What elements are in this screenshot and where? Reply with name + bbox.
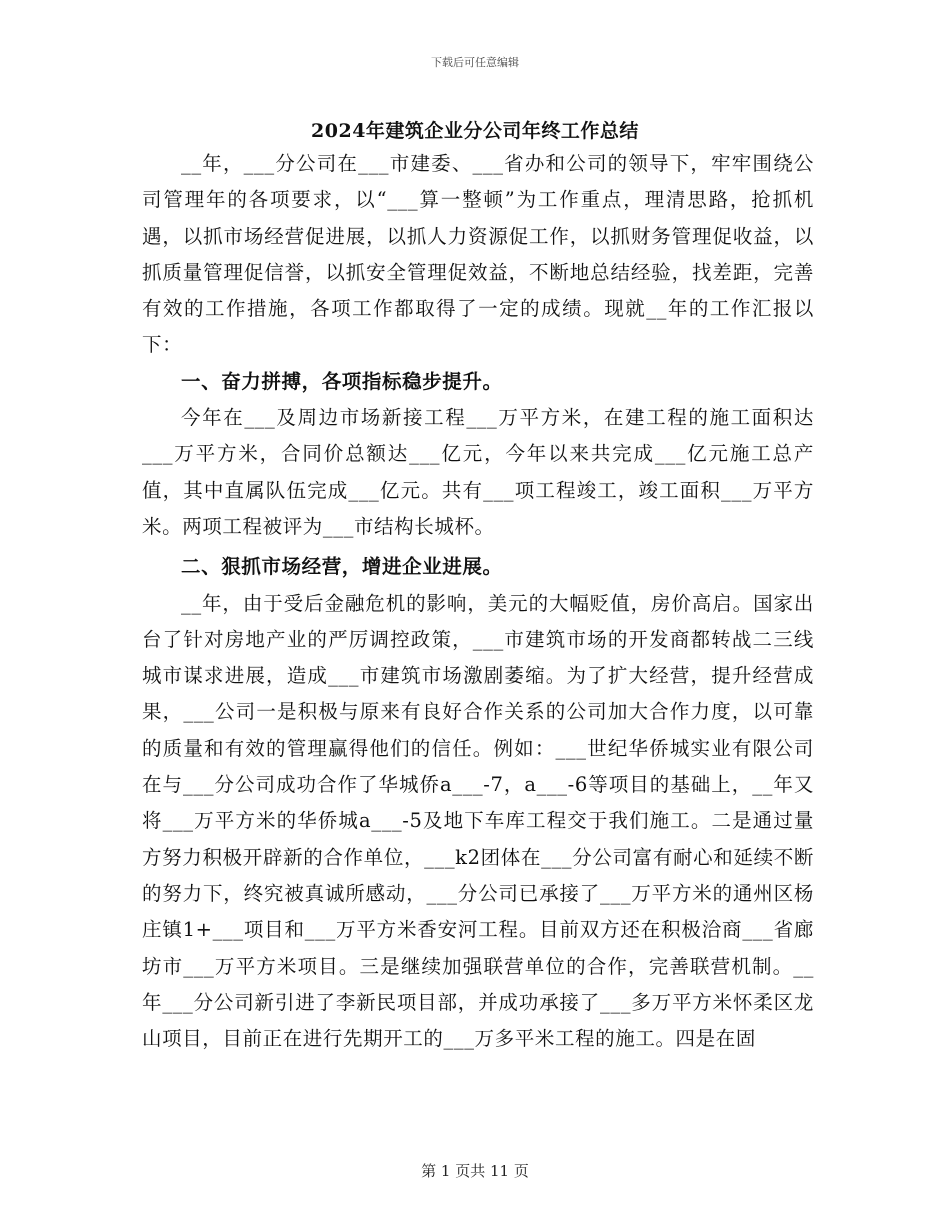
- intro-paragraph: __年，___分公司在___市建委、___省办和公司的领导下，牢牢围绕公司管理年的各项要求，以“___算一整顿”为工作重点，理清思路，抢抓机遇，以抓市场经营促进展，以抓人力资源促工作，以抓财务管理促收益，以抓质量管理促信誉，以抓安全管理促效益，不断地总结经验，找差距，完善有效的工作措施，各项工作都取得了一定的成绩。现就__年的工作汇报以下：: [142, 152, 814, 357]
- page-number-footer: 第 1 页共 11 页: [421, 1162, 529, 1180]
- section-2-heading: 二、狠抓市场经营，增进企业进展。: [181, 555, 503, 579]
- page-header-note: 下载后可任意编辑: [431, 56, 519, 69]
- section-1-heading: 一、奋力拼搏，各项指标稳步提升。: [181, 369, 503, 393]
- section-1-paragraph: 今年在___及周边市场新接工程___万平方米，在建工程的施工面积达___万平方米，合同价总额达___亿元，今年以来共完成___亿元施工总产值，其中直属队伍完成___亿元。共有___项工程竣工，竣工面积___万平方米。两项工程被评为___市结构长城杯。: [142, 406, 814, 538]
- document-title: 2024年建筑企业分公司年终工作总结: [311, 120, 639, 142]
- document-body: [142, 146, 814, 1057]
- section-2-paragraph: __年，由于受后金融危机的影响，美元的大幅贬值，房价高启。国家出台了针对房地产业的严厉调控政策，___市建筑市场的开发商都转战二三线城市谋求进展，造成___市建筑市场激剧萎缩。为了扩大经营，提升经营成果，___公司一是积极与原来有良好合作关系的公司加大合作力度，以可靠的质量和有效的管理赢得他们的信任。例如：___世纪华侨城实业有限公司在与___分公司成功合作了华城侨a___-7，a___-6等项目的基础上，__年又将___万平方米的华侨城a___-5及地下车库工程交于我们施工。二是通过量方努力积极开辟新的合作单位，___k2团体在___分公司富有耐心和延续不断的努力下，终究被真诚所感动，___分公司已承接了___万平方米的通州区杨庄镇1+___项目和___万平方米香安河工程。目前双方还在积极洽商___省廊坊市___万平方米项目。三是继续加强联营单位的合作，完善联营机制。__年___分公司新引进了李新民项目部，并成功承接了___多万平方米怀柔区龙山项目，目前正在进行先期开工的___万多平米工程的施工。四是在固: [142, 591, 814, 1051]
